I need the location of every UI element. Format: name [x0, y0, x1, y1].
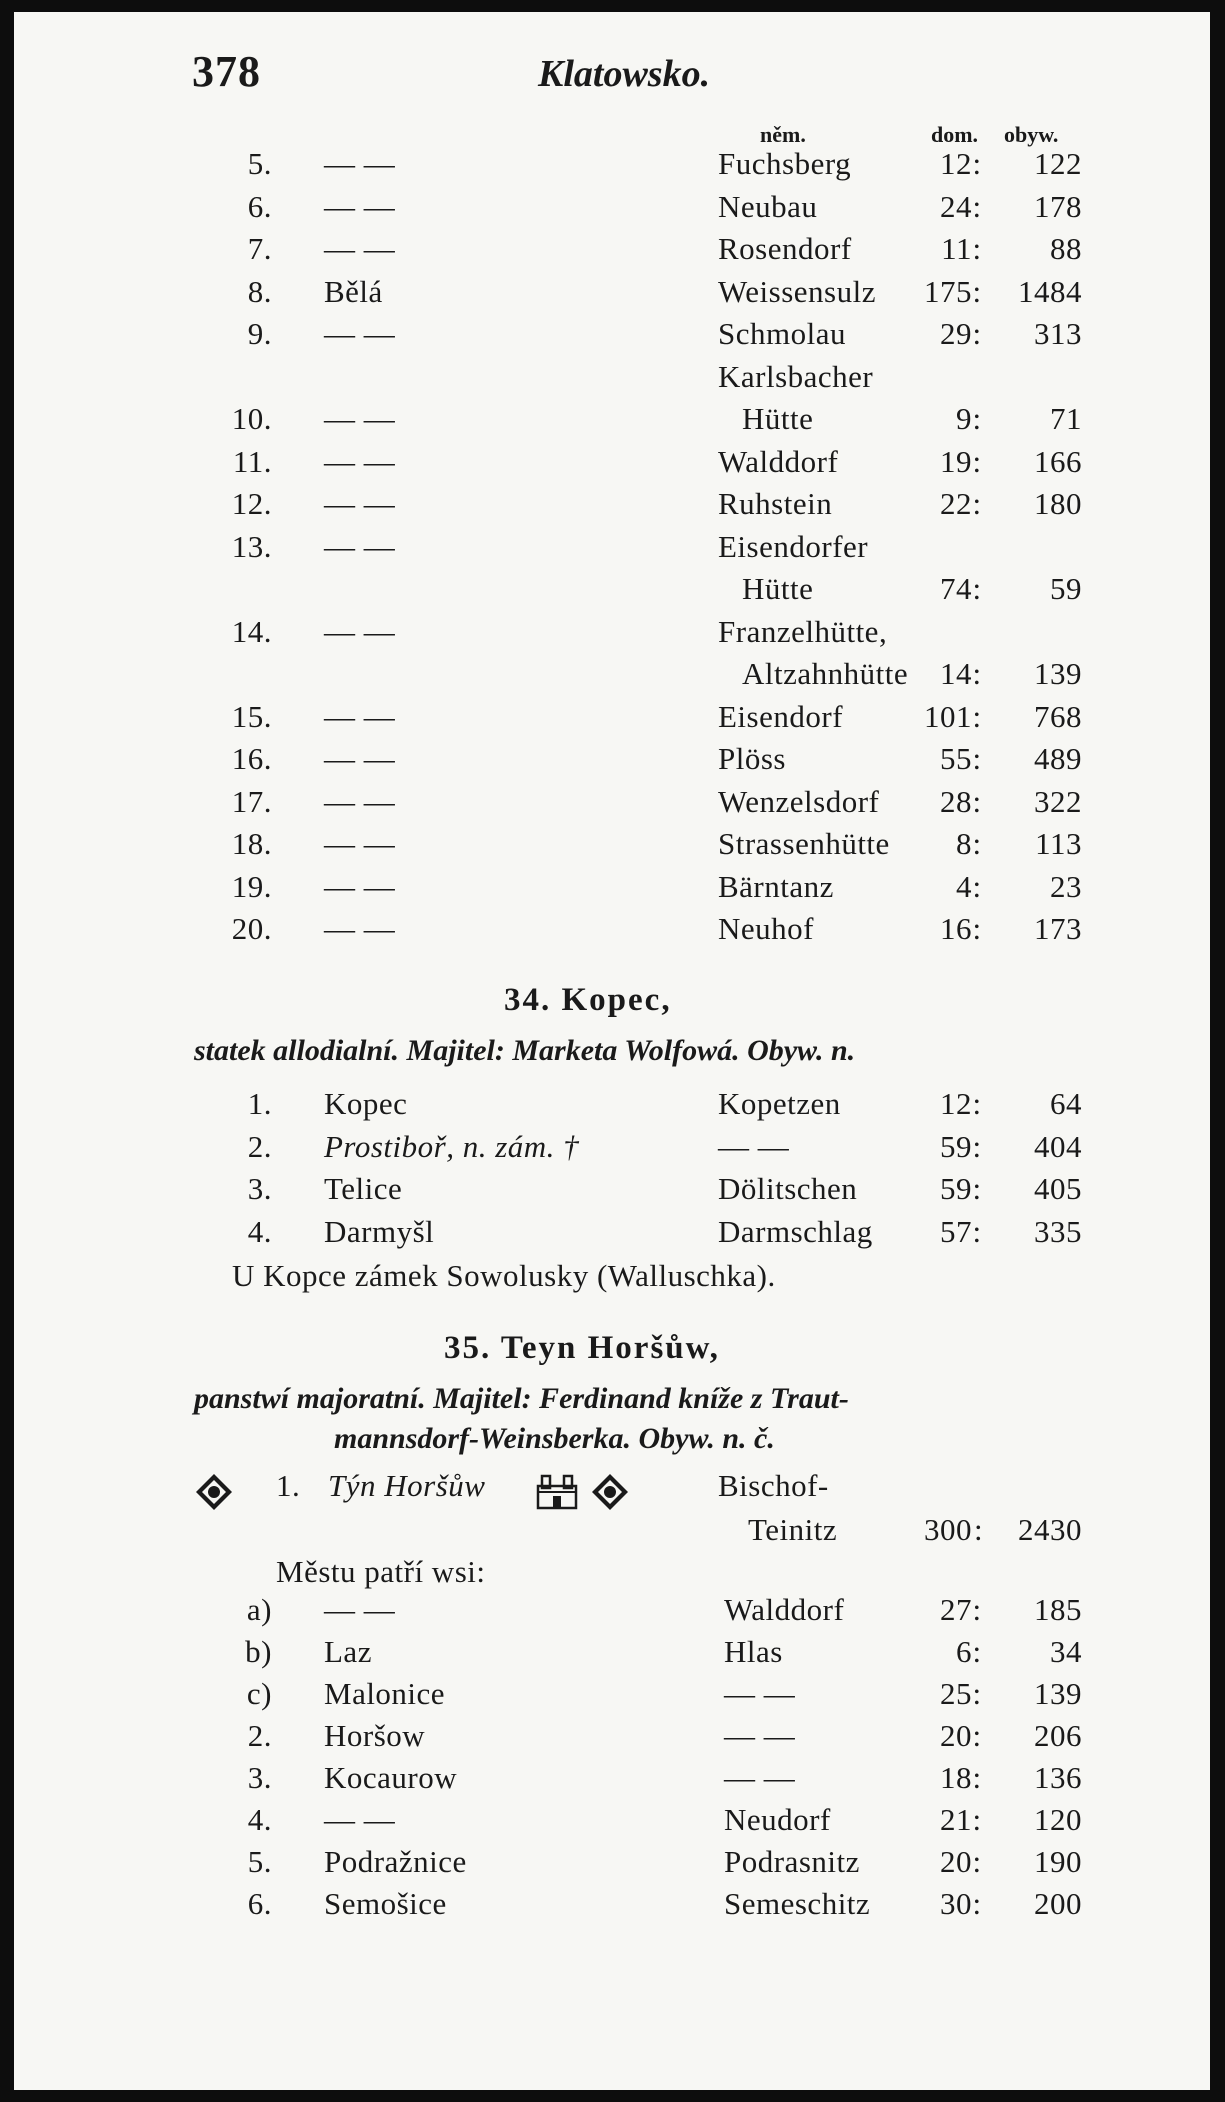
- section-34-note: U Kopce zámek Sowolusky (Walluschka).: [232, 1258, 776, 1293]
- teyn-row-czech-name: — —: [324, 1592, 396, 1627]
- town-german-name-1: Bischof-: [718, 1468, 829, 1503]
- village-row-houses: 19: [940, 443, 972, 479]
- kopec-row-czech-name: Darmyšl: [324, 1213, 435, 1249]
- teyn-row-german-name: Semeschitz: [724, 1886, 871, 1921]
- village-row-number: 8.: [247, 273, 272, 309]
- kopec-row-number: 2.: [247, 1128, 272, 1164]
- teyn-row-german-name: — —: [724, 1676, 796, 1711]
- village-row-german-name: Ruhstein: [718, 486, 833, 521]
- village-row-houses: 55: [940, 741, 972, 776]
- teyn-row-german-name: Neudorf: [724, 1802, 831, 1837]
- village-row-czech-name: — —: [324, 911, 396, 946]
- village-row-german-name: Altzahnhütte: [742, 656, 909, 691]
- cross-ornament-icon-left: [194, 1472, 234, 1517]
- teyn-row-number: 2.: [247, 1718, 272, 1753]
- village-row-german-name: Karlsbacher: [718, 358, 874, 394]
- kopec-row-inhabitants: 64: [1050, 1086, 1082, 1121]
- village-row-number: 17.: [231, 783, 272, 819]
- village-row-inhabitants: 178: [1034, 188, 1082, 224]
- village-row-inhabitants: 1484: [1018, 273, 1082, 309]
- village-row-inhabitants: 180: [1034, 486, 1082, 521]
- village-row-czech-name: — —: [324, 443, 396, 479]
- kopec-row-german-name: — —: [718, 1128, 790, 1164]
- village-row-colon: :: [972, 188, 982, 224]
- village-row-number: 19.: [231, 868, 272, 904]
- village-row-inhabitants: 322: [1034, 783, 1082, 819]
- teyn-row-houses: 27: [940, 1592, 972, 1627]
- village-row-german-name: Fuchsberg: [718, 146, 852, 181]
- teyn-row-number: b): [245, 1634, 272, 1669]
- village-row-colon: :: [972, 911, 982, 946]
- village-row-german-name: Eisendorfer: [718, 528, 869, 564]
- village-row-colon: :: [972, 486, 982, 521]
- village-row-houses: 8: [956, 826, 972, 861]
- village-row-inhabitants: 489: [1034, 741, 1082, 776]
- teyn-row-inhabitants: 190: [1034, 1844, 1082, 1879]
- col-header-inhabitants: obyw.: [1004, 122, 1059, 147]
- village-row-german-name: Strassenhütte: [718, 826, 890, 861]
- kopec-row-number: 4.: [247, 1213, 272, 1249]
- village-row-number: 18.: [231, 826, 272, 861]
- village-row-german-name: Walddorf: [718, 443, 839, 479]
- village-row-colon: :: [972, 783, 982, 819]
- kopec-row-czech-name: Telice: [324, 1171, 403, 1206]
- teyn-row-number: a): [246, 1592, 272, 1627]
- village-row-number: 11.: [232, 443, 272, 479]
- village-row-german-name: Schmolau: [718, 316, 846, 351]
- kopec-row-houses: 12: [940, 1086, 972, 1121]
- teyn-row-number: 6.: [247, 1886, 272, 1921]
- village-row-number: 13.: [231, 528, 272, 564]
- kopec-row-houses: 59: [940, 1128, 972, 1164]
- town-inhabitants: 2430: [1018, 1512, 1082, 1547]
- kopec-row-czech-name: Kopec: [324, 1086, 408, 1121]
- castle-icon: [534, 1470, 580, 1515]
- village-row-colon: :: [972, 826, 982, 861]
- teyn-row-german-name: Walddorf: [724, 1592, 845, 1627]
- village-row-inhabitants: 166: [1034, 443, 1082, 479]
- village-row-colon: :: [972, 698, 982, 734]
- teyn-row-czech-name: Semošice: [324, 1886, 447, 1921]
- village-row-german-name: Rosendorf: [718, 231, 852, 266]
- kopec-row-german-name: Dölitschen: [718, 1171, 858, 1206]
- village-row-czech-name: — —: [324, 613, 396, 649]
- village-row-number: 15.: [231, 698, 272, 734]
- teyn-row-inhabitants: 139: [1034, 1676, 1082, 1711]
- teyn-row-czech-name: Laz: [324, 1634, 372, 1669]
- teyn-row-colon: :: [972, 1718, 982, 1753]
- teyn-row-german-name: Podrasnitz: [724, 1844, 860, 1879]
- village-row-number: 9.: [247, 316, 272, 351]
- village-row-number: 7.: [247, 231, 272, 266]
- teyn-row-houses: 20: [940, 1844, 972, 1879]
- village-row-inhabitants: 768: [1034, 698, 1082, 734]
- teyn-row-houses: 6: [956, 1634, 972, 1669]
- village-row-colon: :: [972, 868, 982, 904]
- village-row-czech-name: — —: [324, 868, 396, 904]
- teyn-row-colon: :: [972, 1760, 982, 1795]
- village-row-houses: 12: [940, 146, 972, 181]
- village-row-colon: :: [972, 741, 982, 776]
- teyn-row-german-name: — —: [724, 1760, 796, 1795]
- village-row-number: 10.: [231, 401, 272, 436]
- village-row-czech-name: — —: [324, 486, 396, 521]
- village-row-houses: 22: [940, 486, 972, 521]
- page-number: 378: [192, 47, 261, 96]
- village-row-inhabitants: 313: [1034, 316, 1082, 351]
- teyn-row-czech-name: Malonice: [324, 1676, 446, 1711]
- village-row-czech-name: — —: [324, 401, 396, 436]
- town-colon: :: [974, 1512, 984, 1547]
- village-row-german-name: Hütte: [742, 571, 814, 606]
- teyn-row-number: 5.: [247, 1844, 272, 1879]
- teyn-row-inhabitants: 206: [1034, 1718, 1082, 1753]
- section-34-title: 34. Kopec,: [504, 982, 672, 1018]
- village-row-houses: 175: [924, 273, 972, 309]
- village-row-houses: 28: [940, 783, 972, 819]
- village-row-german-name: Hütte: [742, 401, 814, 436]
- kopec-row-houses: 57: [940, 1213, 972, 1249]
- village-row-houses: 14: [940, 656, 972, 691]
- section-34-subtitle: statek allodialní. Majitel: Marketa Wolfowá. Obyw. n.: [194, 1034, 856, 1067]
- village-row-czech-name: — —: [324, 146, 396, 181]
- village-row-inhabitants: 173: [1034, 911, 1082, 946]
- village-row-colon: :: [972, 571, 982, 606]
- town-number: 1.: [276, 1468, 301, 1503]
- teyn-row-number: 3.: [247, 1760, 272, 1795]
- village-row-german-name: Wenzelsdorf: [718, 783, 880, 819]
- teyn-row-houses: 18: [940, 1760, 972, 1795]
- teyn-row-houses: 20: [940, 1718, 972, 1753]
- section-35-subtitle-2: mannsdorf-Weinsberka. Obyw. n. č.: [334, 1422, 775, 1455]
- village-row-colon: :: [972, 316, 982, 351]
- village-row-colon: :: [972, 443, 982, 479]
- kopec-row-number: 3.: [247, 1171, 272, 1206]
- village-row-number: 20.: [231, 911, 272, 946]
- village-row-czech-name: — —: [324, 826, 396, 861]
- village-row-inhabitants: 71: [1050, 401, 1082, 436]
- teyn-row-houses: 30: [940, 1886, 972, 1921]
- teyn-row-colon: :: [972, 1844, 982, 1879]
- teyn-row-inhabitants: 185: [1034, 1592, 1082, 1627]
- cross-ornament-icon-right: [590, 1472, 630, 1517]
- town-german-name-2: Teinitz: [748, 1512, 838, 1547]
- village-row-number: 16.: [231, 741, 272, 776]
- village-row-czech-name: — —: [324, 188, 396, 224]
- village-row-czech-name: Bělá: [324, 273, 383, 309]
- kopec-row-german-name: Kopetzen: [718, 1086, 841, 1121]
- village-row-houses: 74: [940, 571, 972, 606]
- village-row-inhabitants: 122: [1034, 146, 1082, 181]
- teyn-row-colon: :: [972, 1802, 982, 1837]
- kopec-row-number: 1.: [247, 1086, 272, 1121]
- teyn-row-czech-name: Kocaurow: [324, 1760, 458, 1795]
- village-row-czech-name: — —: [324, 783, 396, 819]
- kopec-row-colon: :: [972, 1086, 982, 1121]
- teyn-row-colon: :: [972, 1634, 982, 1669]
- kopec-row-czech-name: Prostiboř, n. zám. †: [324, 1128, 580, 1164]
- village-row-houses: 29: [940, 316, 972, 351]
- village-row-german-name: Bärntanz: [718, 868, 834, 904]
- teyn-row-czech-name: Podražnice: [324, 1844, 467, 1879]
- village-row-number: 6.: [247, 188, 272, 224]
- village-row-inhabitants: 139: [1034, 656, 1082, 691]
- town-name: Týn Horšůw: [328, 1468, 486, 1503]
- village-row-number: 5.: [247, 146, 272, 181]
- village-row-houses: 11: [941, 231, 972, 266]
- teyn-row-colon: :: [972, 1592, 982, 1627]
- village-row-german-name: Weissensulz: [718, 273, 876, 309]
- teyn-row-number: c): [246, 1676, 272, 1711]
- section-35-subtitle-1: panstwí majoratní. Majitel: Ferdinand kníže z Traut-: [194, 1382, 849, 1415]
- village-row-german-name: Franzelhütte,: [718, 613, 888, 649]
- village-row-czech-name: — —: [324, 231, 396, 266]
- village-row-german-name: Neuhof: [718, 911, 814, 946]
- section-35-title: 35. Teyn Horšůw,: [444, 1330, 720, 1366]
- col-header-german: něm.: [760, 122, 806, 147]
- village-row-czech-name: — —: [324, 698, 396, 734]
- kopec-row-colon: :: [972, 1128, 982, 1164]
- village-row-colon: :: [972, 401, 982, 436]
- village-row-number: 14.: [231, 613, 272, 649]
- teyn-row-inhabitants: 120: [1034, 1802, 1082, 1837]
- teyn-row-houses: 25: [940, 1676, 972, 1711]
- teyn-row-inhabitants: 136: [1034, 1760, 1082, 1795]
- village-row-houses: 101: [924, 698, 972, 734]
- teyn-row-inhabitants: 34: [1050, 1634, 1082, 1669]
- village-row-german-name: Plöss: [718, 741, 786, 776]
- teyn-row-german-name: — —: [724, 1718, 796, 1753]
- village-row-inhabitants: 113: [1035, 826, 1082, 861]
- teyn-row-colon: :: [972, 1676, 982, 1711]
- kopec-row-inhabitants: 404: [1034, 1128, 1082, 1164]
- teyn-row-german-name: Hlas: [724, 1634, 783, 1669]
- village-row-houses: 24: [940, 188, 972, 224]
- village-row-houses: 9: [956, 401, 972, 436]
- town-houses: 300: [924, 1512, 972, 1547]
- village-row-czech-name: — —: [324, 528, 396, 564]
- kopec-row-houses: 59: [940, 1171, 972, 1206]
- kopec-row-inhabitants: 405: [1034, 1171, 1082, 1206]
- kopec-row-german-name: Darmschlag: [718, 1213, 873, 1249]
- village-row-number: 12.: [231, 486, 272, 521]
- village-row-czech-name: — —: [324, 741, 396, 776]
- village-row-czech-name: — —: [324, 316, 396, 351]
- village-row-german-name: Neubau: [718, 188, 818, 224]
- teyn-row-inhabitants: 200: [1034, 1886, 1082, 1921]
- teyn-row-colon: :: [972, 1886, 982, 1921]
- col-header-houses: dom.: [931, 122, 979, 147]
- village-row-colon: :: [972, 273, 982, 309]
- book-page: [14, 12, 1210, 2090]
- village-row-german-name: Eisendorf: [718, 698, 844, 734]
- village-row-inhabitants: 23: [1050, 868, 1082, 904]
- village-row-colon: :: [972, 146, 982, 181]
- villages-label: Městu patří wsi:: [276, 1554, 486, 1589]
- village-row-colon: :: [972, 231, 982, 266]
- village-row-inhabitants: 59: [1050, 571, 1082, 606]
- kopec-row-colon: :: [972, 1171, 982, 1206]
- kopec-row-inhabitants: 335: [1034, 1213, 1082, 1249]
- village-row-inhabitants: 88: [1050, 231, 1082, 266]
- teyn-row-czech-name: — —: [324, 1802, 396, 1837]
- village-row-houses: 16: [940, 911, 972, 946]
- page-title: Klatowsko.: [538, 53, 711, 95]
- teyn-row-czech-name: Horšow: [324, 1718, 426, 1753]
- teyn-row-number: 4.: [247, 1802, 272, 1837]
- village-row-colon: :: [972, 656, 982, 691]
- teyn-row-houses: 21: [940, 1802, 972, 1837]
- village-row-houses: 4: [956, 868, 972, 904]
- kopec-row-colon: :: [972, 1213, 982, 1249]
